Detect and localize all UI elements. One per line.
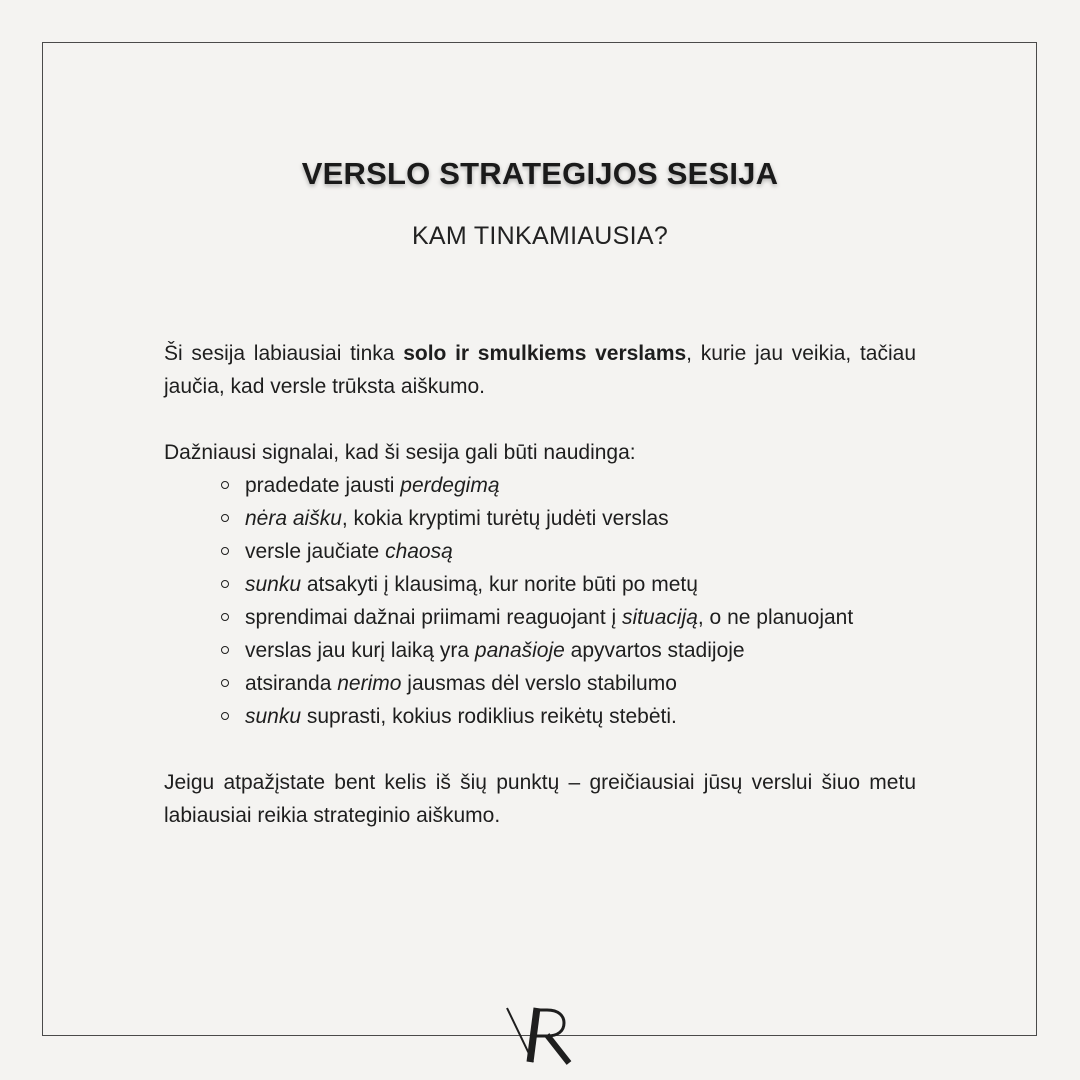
- signal-text-italic: sunku: [245, 705, 302, 728]
- circle-bullet-icon: [221, 580, 229, 588]
- signal-list-item: [245, 469, 916, 502]
- signal-list-item: [245, 568, 916, 601]
- signal-text-italic: perdegimą: [400, 474, 500, 497]
- signal-text-after: jausmas dėl verslo stabilumo: [401, 672, 677, 695]
- bottom-divider-right: [605, 1035, 1037, 1036]
- intro-paragraph: [164, 337, 916, 403]
- signal-text-italic: chaosą: [385, 540, 453, 563]
- bottom-divider-left: [42, 1035, 477, 1036]
- signal-text-before: versle jaučiate: [245, 540, 386, 563]
- circle-bullet-icon: [221, 514, 229, 522]
- signal-text-italic: nėra aišku: [245, 507, 342, 530]
- circle-bullet-icon: [221, 613, 229, 621]
- signal-text-before: atsiranda: [245, 672, 338, 695]
- closing-paragraph: Jeigu atpažįstate bent kelis iš šių punktų – greičiausiai jūsų verslui šiuo metu labiausiai reikia strateginio aiškumo.: [164, 771, 916, 827]
- signal-text-after: apyvartos stadijoje: [564, 639, 745, 662]
- signal-list-item: [245, 535, 916, 568]
- signal-text-before: verslas jau kurį laiką yra: [245, 639, 475, 662]
- page-title: VERSLO STRATEGIJOS SESIJA: [301, 156, 779, 191]
- signal-list-item: [245, 700, 916, 733]
- logo-icon: [503, 1006, 577, 1066]
- signal-list-item: [245, 601, 916, 634]
- signal-list-item: [245, 502, 916, 535]
- signal-text-after: atsakyti į klausimą, kur norite būti po metų: [301, 573, 698, 596]
- signal-text-italic: sunku: [245, 573, 302, 596]
- circle-bullet-icon: [221, 481, 229, 489]
- circle-bullet-icon: [221, 712, 229, 720]
- circle-bullet-icon: [221, 646, 229, 654]
- signal-list-item: [245, 667, 916, 700]
- circle-bullet-icon: [221, 679, 229, 687]
- signal-text-after: , kokia kryptimi turėtų judėti verslas: [341, 507, 669, 530]
- signal-text-after: suprasti, kokius rodiklius reikėtų stebėti.: [301, 705, 677, 728]
- signal-text-italic: panašioje: [474, 639, 565, 662]
- signal-text-after: , o ne planuojant: [697, 606, 854, 629]
- signals-list: [164, 469, 916, 733]
- page-subtitle: KAM TINKAMIAUSIA?: [411, 222, 669, 250]
- signal-text-italic: nerimo: [337, 672, 402, 695]
- main-content: [164, 337, 916, 832]
- signal-text-before: sprendimai dažnai priimami reaguojant į: [245, 606, 623, 629]
- signal-text-before: pradedate jausti: [245, 474, 401, 497]
- signals-heading: Dažniausi signalai, kad ši sesija gali būti naudinga:: [164, 441, 636, 464]
- intro-text-start: Ši sesija labiausiai tinka: [164, 342, 404, 365]
- intro-text-end: , kurie jau veikia, tačiau jaučia, kad versle trūksta aiškumo.: [164, 342, 917, 398]
- intro-bold-text: solo ir smulkiems verslams: [403, 342, 687, 365]
- circle-bullet-icon: [221, 547, 229, 555]
- vr-monogram-logo: [503, 1006, 577, 1066]
- signal-list-item: [245, 634, 916, 667]
- signal-text-italic: situaciją: [622, 606, 698, 629]
